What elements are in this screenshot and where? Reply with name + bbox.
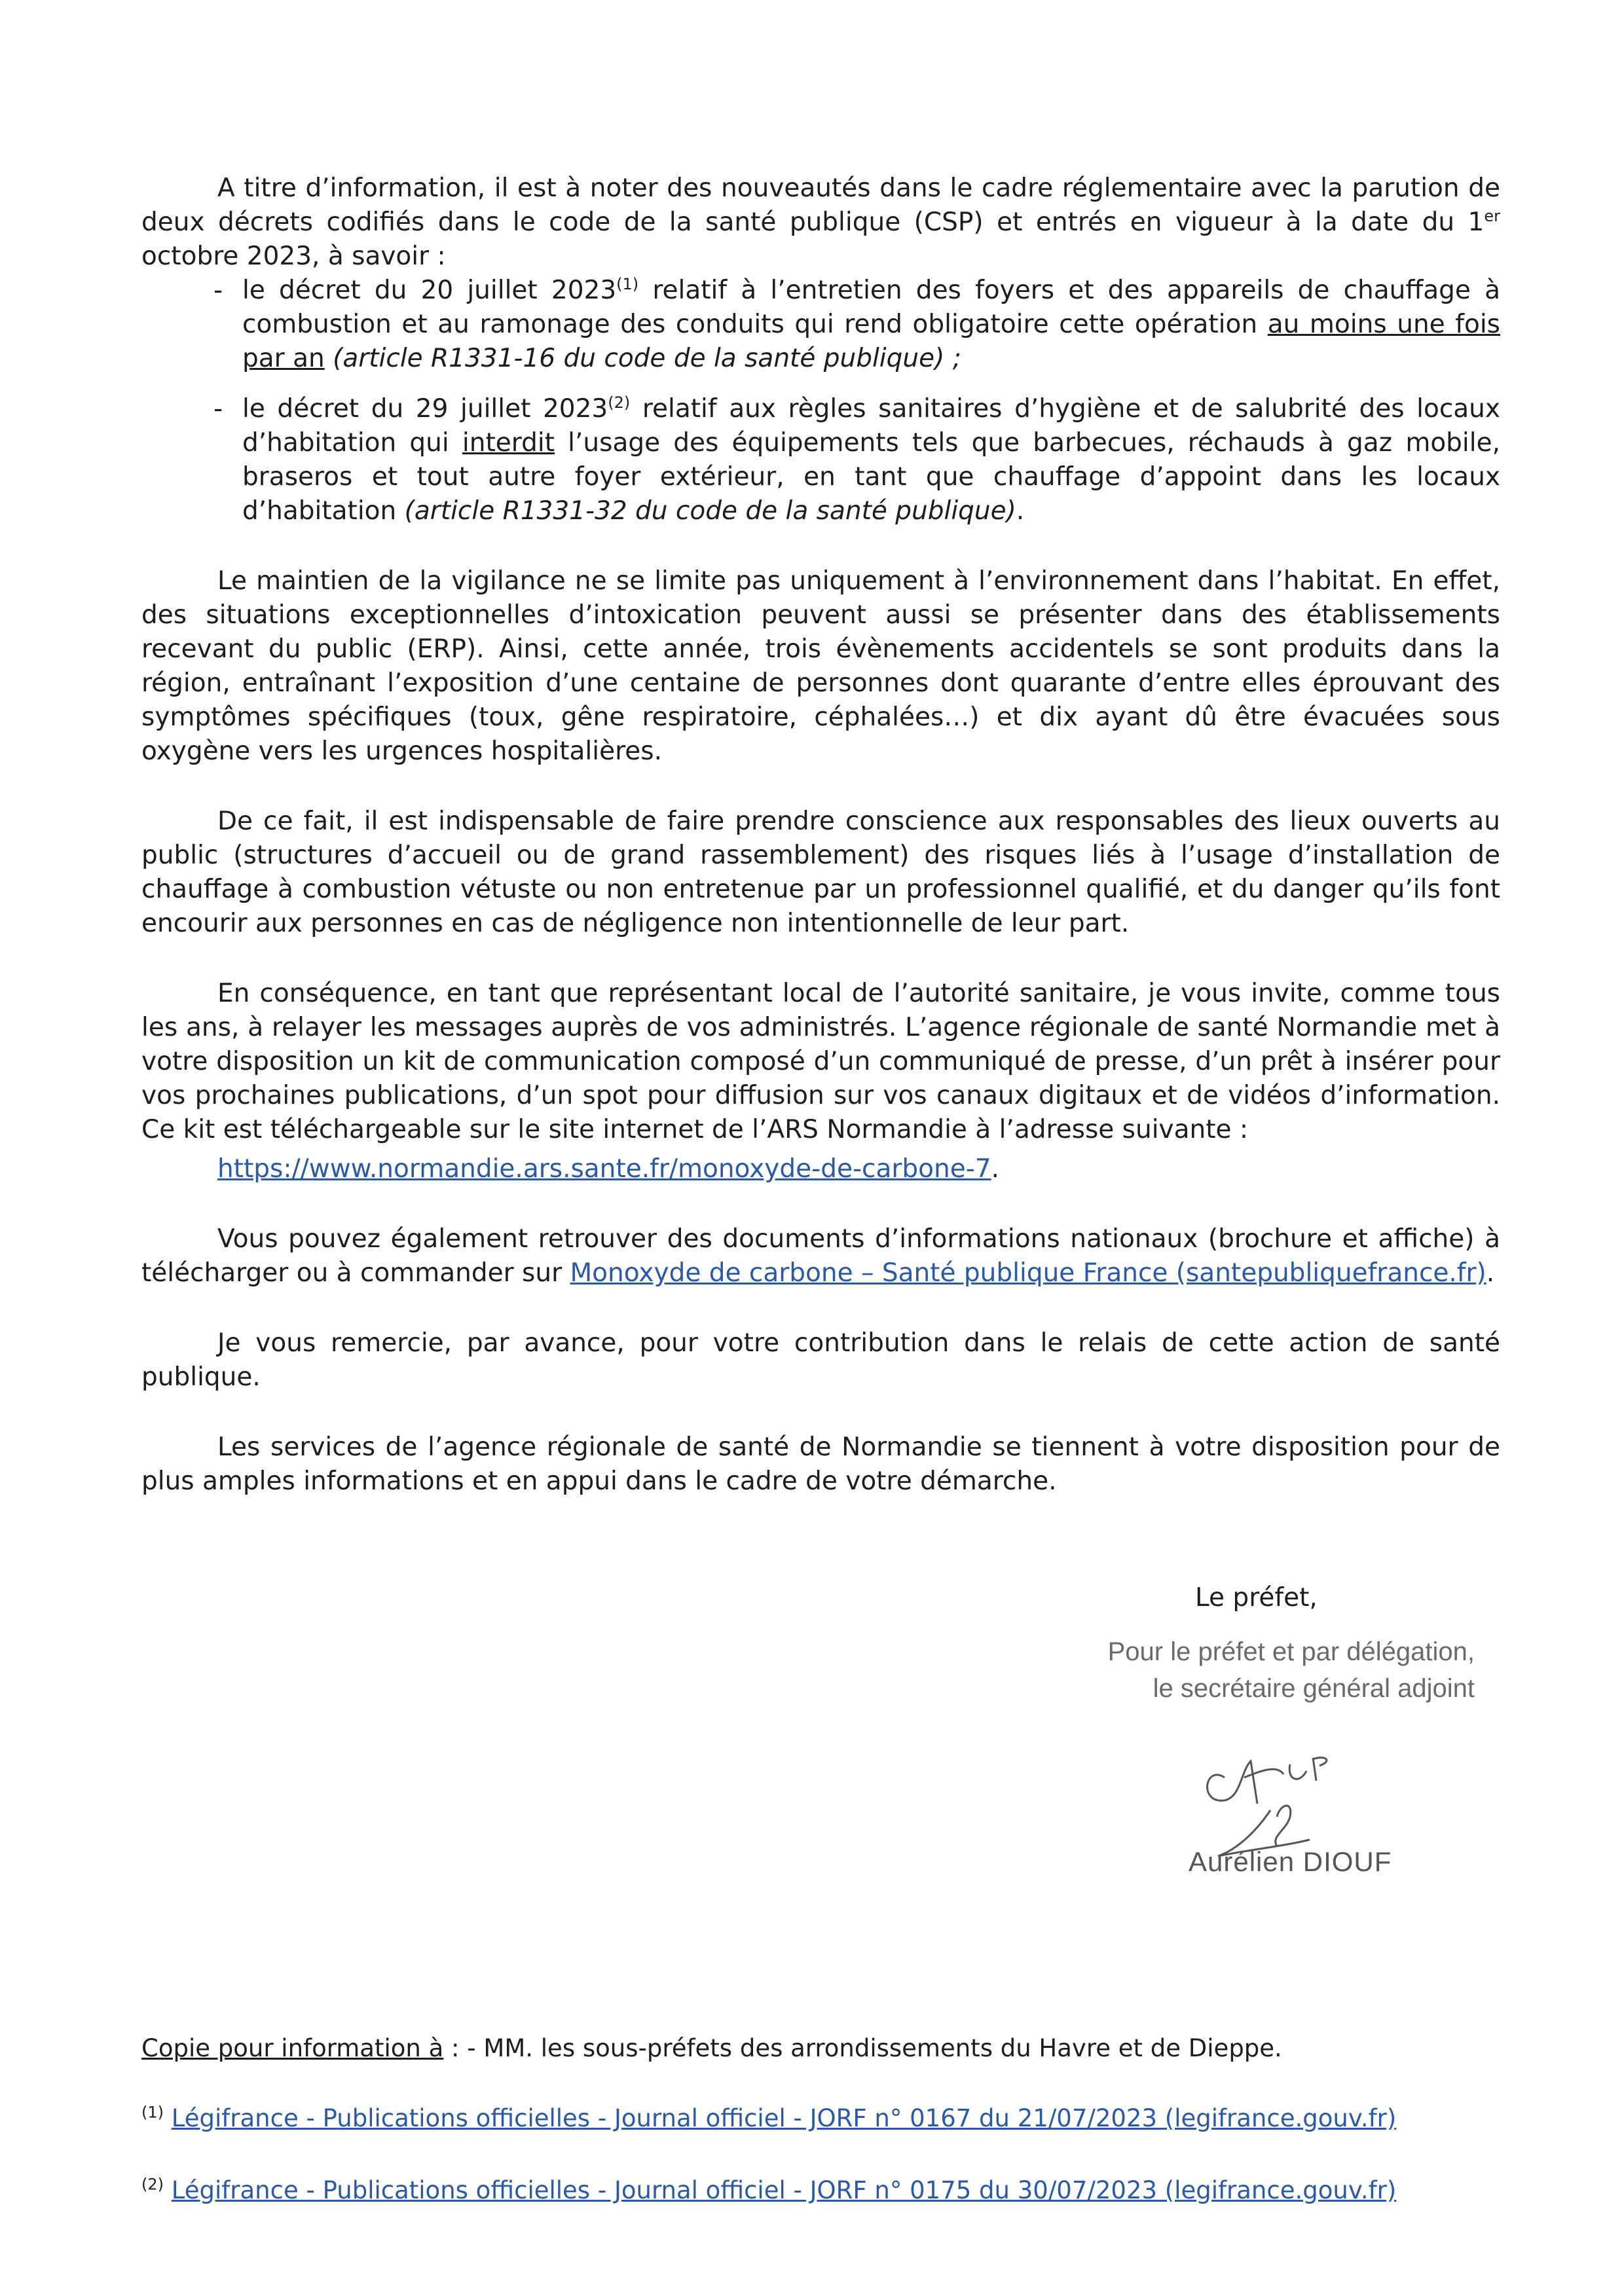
footnote-2: $^{(2)}$ Légifrance - Publications officielles - Journal officiel - JORF n° 0175 du 30/07/2023 (legifrance.gouv.fr) [141,2175,1397,2204]
ars-url-line: https://www.normandie.ars.sante.fr/monoxyde-de-carbone-7. [217,1154,1000,1184]
ars-url-link[interactable]: https://www.normandie.ars.sante.fr/monoxyde-de-carbone-7 [217,1154,991,1184]
intro-paragraph: A titre d’information, il est à noter des nouveautés dans le cadre réglementaire avec la parution de deux décrets codifiés dans le code de la santé publique (CSP) et entrés en vigueur à la date du 1er octobre 2023, à savoir : [141,173,1500,271]
footnote-1-link[interactable]: Légifrance - Publications officielles - Journal officiel - JORF n° 0167 du 21/07/2023 (legifrance.gouv.fr) [171,2104,1397,2132]
copy-line: Copie pour information à : - MM. les sous-préfets des arrondissements du Havre et de Dieppe. [141,2034,1282,2062]
conscience-paragraph: De ce fait, il est indispensable de faire prendre conscience aux responsables des lieux ouverts au public (structures d’accueil ou de grand rassemblement) des risques liés à l’usage d’installation de chauffage à combustion vétuste ou non entretenue par un professionnel qualifié, et du danger qu’ils font encourir aux personnes en cas de négligence non intentionnelle de leur part. [141,807,1500,938]
delegation-line-1: Pour le préfet et par délégation, [1107,1637,1475,1666]
footnote-2-link[interactable]: Légifrance - Publications officielles - Journal officiel - JORF n° 0175 du 30/07/2023 (legifrance.gouv.fr) [171,2176,1397,2204]
decree-list [141,274,1500,528]
signature-title: Le préfet, [1195,1583,1318,1613]
footnote-1: $^{(1)}$ Légifrance - Publications officielles - Journal officiel - JORF n° 0167 du 21/07/2023 (legifrance.gouv.fr) [141,2103,1397,2132]
sante-publique-link[interactable]: Monoxyde de carbone – Santé publique France (santepubliquefrance.fr) [570,1258,1486,1288]
delegation-line-2: le secrétaire général adjoint [1153,1674,1475,1703]
services-paragraph: Les services de l’agence régionale de santé de Normandie se tiennent à votre disposition pour de plus amples informations et en appui dans le cadre de votre démarche. [141,1432,1500,1496]
consequence-paragraph: En conséquence, en tant que représentant local de l’autorité sanitaire, je vous invite, comme tous les ans, à relayer les messages auprès de vos administrés. L’agence régionale de santé Normandie met à votre disposition un kit de communication composé d’un communiqué de presse, d’un prêt à insérer pour vos prochaines publications, d’un spot pour diffusion sur vos canaux digitaux et de vidéos d’information. Ce kit est téléchargeable sur le site internet de l’ARS Normandie à l’adresse suivante : [141,979,1500,1144]
decree-item-2: - le décret du 29 juillet 2023$^{(2)}$ relatif aux règles sanitaires d’hygiène et de salubrité des locaux d’habitation qui interdit l’usage des équipements tels que barbecues, réchauds à gaz mobile, braseros et tout autre foyer extérieur, en tant que chauffage d’appoint dans les locaux d’habitation (article R1331-32 du code de la santé publique). [213,393,1500,526]
vigilance-paragraph: Le maintien de la vigilance ne se limite pas uniquement à l’environnement dans l’habitat. En effet, des situations exceptionnelles d’intoxication peuvent aussi se présenter dans des établissements recevant du public (ERP). Ainsi, cette année, trois évènements accidentels se sont produits dans la région, entraînant l’exposition d’une centaine de personnes dont quarante d’entre elles éprouvant des symptômes spécifiques (toux, gêne respiratoire, céphalées…) et dix ayant dû être évacuées sous oxygène vers les urgences hospitalières. [141,566,1500,766]
decree-item-1: - le décret du 20 juillet 2023$^{(1)}$ relatif à l’entretien des foyers et des appareils de chauffage à combustion et au ramonage des conduits qui rend obligatoire cette opération au moins une fois par an (article R1331-16 du code de la santé publique) ; [213,275,1500,373]
delegation-stamp [1069,1633,1475,1707]
letter-body [141,172,1500,1499]
documents-paragraph: Vous pouvez également retrouver des documents d’informations nationaux (brochure et affiche) à télécharger ou à commander sur Monoxyde de carbone – Santé publique France (santepubliquefrance.fr). [141,1224,1500,1288]
thanks-paragraph: Je vous remercie, par avance, pour votre contribution dans le relais de cette action de santé publique. [141,1328,1500,1392]
signatory-name: Aurélien DIOUF [1189,1846,1392,1877]
